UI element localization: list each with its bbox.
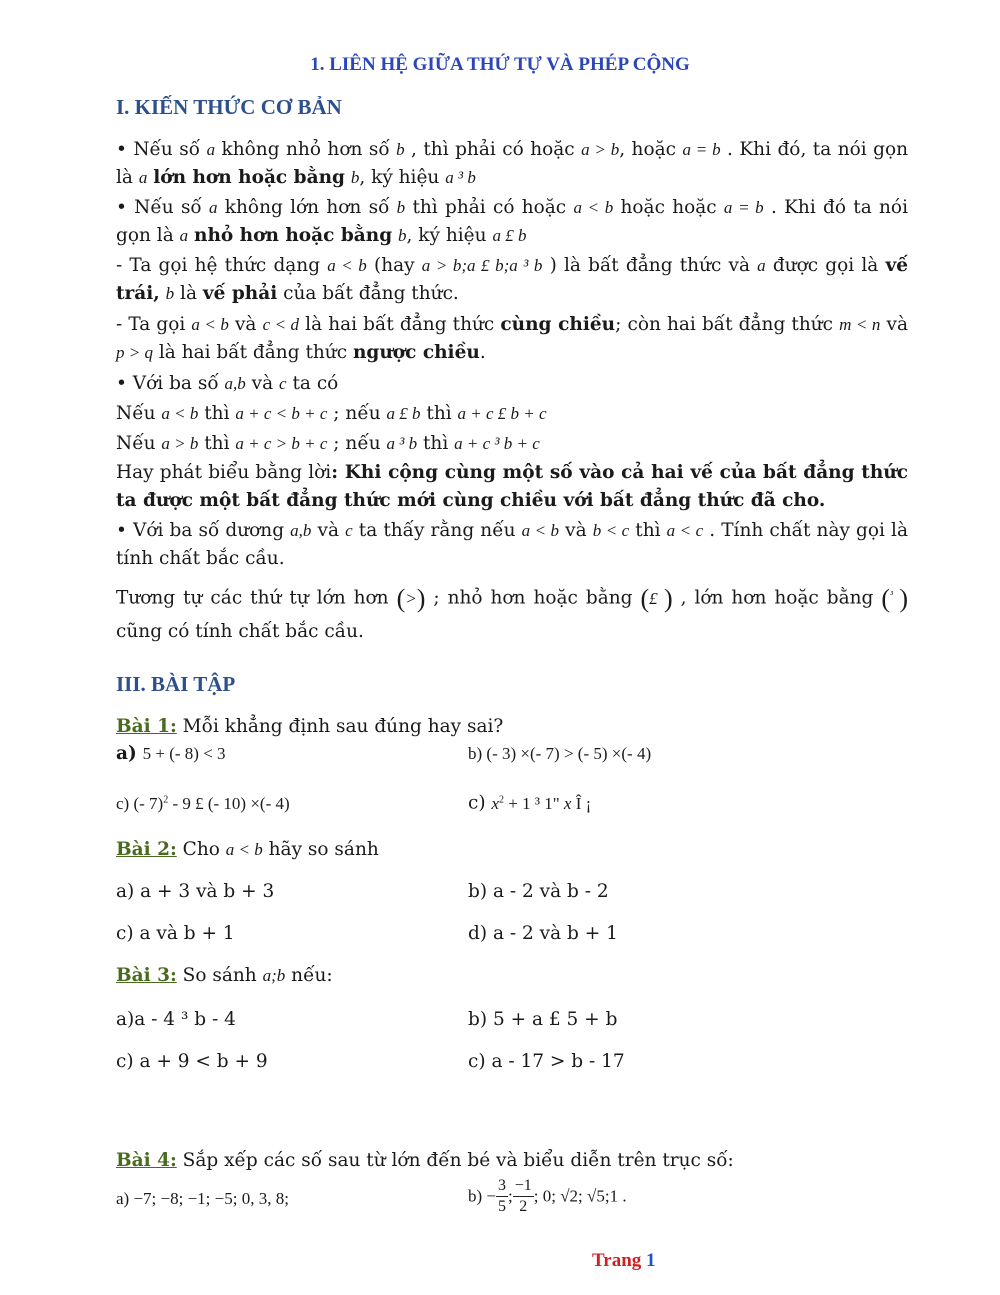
exercise-1-b: b) (- 3) ×(- 7) > (- 5) ×(- 4) — [468, 744, 652, 763]
exercise-3-heading: Bài 3: So sánh a;b nếu: — [116, 965, 333, 986]
exercise-4-b: b) − $\frac{3}{5}$ ; $\frac{-1}{2}$ ; 0; √2; √5;1 . — [468, 1177, 627, 1215]
fraction-neg1-2: $\frac{-1}{2}$ — [514, 1177, 532, 1215]
section-heading-exercises: III. BÀI TẬP — [116, 672, 236, 696]
theory-rule-less: Nếu a < b thì a + c < b + c ; nếu a £ b thì a + c £ b + c — [116, 403, 547, 424]
exercise-3-b: b) 5 + a £ 5 + b — [468, 1009, 618, 1030]
section-heading-theory: I. KIẾN THỨC CƠ BẢN — [116, 95, 342, 119]
fraction-3-5: $\frac{3}{5}$ — [498, 1177, 506, 1215]
exercise-2-heading: Bài 2: Cho a < b hãy so sánh — [116, 839, 379, 860]
exercise-3-c: c) a + 9 < b + 9 — [116, 1051, 268, 1072]
theory-paragraph-5: • Với ba số a,b và c ta có — [116, 373, 339, 394]
theory-paragraph-1: • Nếu số a không nhỏ hơn số b , thì phải có hoặc a > b, hoặc a = b . Khi đó, ta nói gọn là a lớn hơn hoặc bằng b, ký hiệu a ³ b — [116, 139, 909, 188]
exercise-3-a: a)a - 4 ³ b - 4 — [116, 1009, 236, 1030]
exercise-4-a: a) −7; −8; −1; −5; 0, 3, 8; — [116, 1189, 289, 1208]
exercise-2-b: b) a - 2 và b - 2 — [468, 881, 609, 902]
theory-rule-greater: Nếu a > b thì a + c > b + c ; nếu a ³ b thì a + c ³ b + c — [116, 433, 540, 454]
theory-transitive-others: Tương tự các thứ tự lớn hơn (>) ; nhỏ hơn hoặc bằng (£ ) , lớn hơn hoặc bằng ($^{^3}$ ) cũng có tính chất bắc cầu. — [116, 583, 909, 642]
page-footer: Trang 1 — [592, 1250, 656, 1271]
theory-statement: Hay phát biểu bằng lời: Khi cộng cùng một số vào cả hai vế của bất đẳng thức ta được một bất đẳng thức mới cùng chiều với bất đẳng thức đã cho. — [116, 462, 909, 511]
exercise-2-c: c) a và b + 1 — [116, 923, 235, 944]
exercise-1-c2: c) $x^2 + 1$ ³ 1" x Î ¡ — [468, 792, 592, 814]
exercise-1-heading: Bài 1: Mỗi khẳng định sau đúng hay sai? — [116, 716, 504, 737]
exercise-1-c1: c) (- 7)$^2$ - 9 £ (- 10) ×(- 4) — [116, 793, 290, 813]
exercise-4-heading: Bài 4: Sắp xếp các số sau từ lớn đến bé và biểu diễn trên trục số: — [116, 1150, 734, 1171]
page-title: 1. LIÊN HỆ GIỮA THỨ TỰ VÀ PHÉP CỘNG — [310, 54, 690, 75]
theory-paragraph-3: - Ta gọi hệ thức dạng a < b (hay a > b;a £ b;a ³ b ) là bất đẳng thức và a được gọi là vế trái, b là vế phải của bất đẳng thức. — [116, 255, 908, 304]
theory-transitive: • Với ba số dương a,b và c ta thấy rằng nếu a < b và b < c thì a < c . Tính chất này gọi là tính chất bắc cầu. — [116, 520, 908, 569]
exercise-2-d: d) a - 2 và b + 1 — [468, 923, 618, 944]
theory-paragraph-4: - Ta gọi a < b và c < d là hai bất đẳng thức cùng chiều; còn hai bất đẳng thức m < n và p > q là hai bất đẳng thức ngược chiều. — [116, 314, 908, 363]
exercise-1-a: a) 5 + (- 8) < 3 — [116, 743, 226, 764]
theory-paragraph-2: • Nếu số a không lớn hơn số b thì phải có hoặc a < b hoặc hoặc a = b . Khi đó ta nói gọn là a nhỏ hơn hoặc bằng b, ký hiệu a £ b — [116, 197, 908, 246]
exercise-2-a: a) a + 3 và b + 3 — [116, 881, 275, 902]
exercise-3-d: c) a - 17 > b - 17 — [468, 1051, 625, 1072]
